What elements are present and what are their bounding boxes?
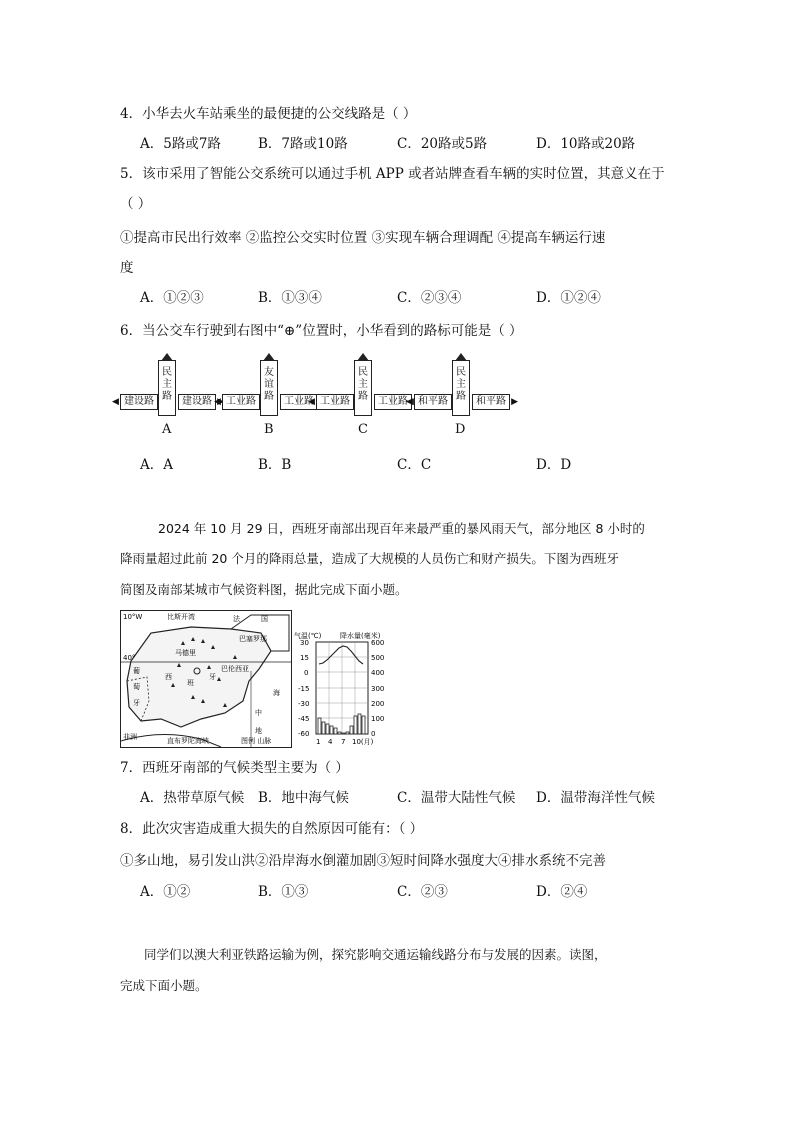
map-legend: 图例 山脉 — [241, 737, 272, 745]
road-sign-right-arm: 工业路 ▶ — [374, 394, 412, 410]
map-label-spain-3: 牙 — [209, 673, 216, 681]
map-label-africa: 非洲 — [123, 733, 137, 741]
road-sign-d — [410, 360, 520, 420]
climate-left-tick: 30 — [300, 639, 309, 647]
q5-stem-cont: （ ） — [120, 196, 152, 212]
q6-option-a: A．A — [140, 457, 173, 473]
climate-right-tick: 600 — [371, 639, 385, 647]
q7-stem: 7．西班牙南部的气候类型主要为（ ） — [120, 760, 349, 776]
road-sign-b-letter: B — [264, 422, 274, 437]
q6-option-d: D．D — [536, 457, 572, 473]
q7-option-a: A．热带草原气候 — [140, 790, 245, 806]
q5-option-b: B．①③④ — [258, 290, 322, 306]
climate-x-tick: 4 — [328, 738, 333, 746]
climate-right-tick: 100 — [371, 715, 385, 723]
road-sign-right-arm: 工业路 ▶ — [280, 394, 318, 410]
passage2-line1: 同学们以澳大利亚铁路运输为例，探究影响交通运输线路分布与发展的因素。读图， — [144, 947, 607, 962]
road-sign-post: 民主路 — [452, 360, 470, 416]
climate-left-tick: 0 — [304, 669, 309, 677]
map-label-portugal-3: 牙 — [133, 699, 140, 707]
q8-option-c: C．②③ — [397, 884, 448, 900]
climate-left-tick: -30 — [298, 700, 310, 708]
q5-option-c: C．②③④ — [397, 290, 462, 306]
road-sign-a — [116, 360, 226, 420]
climate-left-tick: -15 — [298, 685, 310, 693]
q7-option-d: D．温带海洋性气候 — [536, 790, 655, 806]
spain-map — [120, 610, 292, 748]
climate-left-tick: 15 — [300, 654, 309, 662]
q5-items: ①提高市民出行效率 ②监控公交实时位置 ③实现车辆合理调配 ④提高车辆运行速 — [120, 230, 606, 246]
map-label-gibraltar: 直布罗陀海峡 — [167, 737, 209, 745]
map-label-med-1: 地 — [255, 727, 262, 735]
passage1-line3: 简图及南部某城市气候资料图，据此完成下面小题。 — [120, 582, 408, 597]
climate-right-tick: 0 — [371, 730, 376, 738]
road-sign-c-letter: C — [358, 422, 368, 437]
map-label-france-1: 法 — [233, 615, 240, 623]
map-label-bay: 比斯开湾 — [167, 613, 195, 621]
q8-option-d: D．②④ — [536, 884, 588, 900]
road-sign-post: 民主路 — [354, 360, 372, 416]
climate-chart — [292, 630, 392, 750]
q7-option-c: C．温带大陆性气候 — [397, 790, 516, 806]
map-label-med-3: 海 — [273, 689, 280, 697]
q8-option-b: B．①③ — [258, 884, 309, 900]
q8-items: ①多山地，易引发山洪②沿岸海水倒灌加剧③短时间降水强度大④排水系统不完善 — [120, 853, 606, 869]
spain-map-drawing — [121, 611, 291, 747]
q4-option-a: A．5路或7路 — [140, 136, 221, 152]
q5-stem: 5．该市采用了智能公交系统可以通过手机 APP 或者站牌查看车辆的实时位置，其意义在于 — [120, 166, 665, 182]
map-label-madrid: 马德里 — [175, 649, 196, 657]
road-sign-c — [312, 360, 422, 420]
climate-x-tick: 7 — [341, 738, 346, 746]
climate-right-tick: 200 — [371, 700, 385, 708]
map-label-portugal-1: 葡 — [133, 667, 140, 675]
climate-x-tick: 10(月) — [352, 738, 374, 746]
road-sign-left-arm: ◀ 工业路 — [222, 394, 260, 410]
map-lon-label: 10°W — [123, 613, 143, 621]
climate-right-tick: 500 — [371, 654, 385, 662]
climate-right-tick: 300 — [371, 685, 385, 693]
q6-option-b: B．B — [258, 457, 292, 473]
q5-option-a: A．①②③ — [140, 290, 204, 306]
q8-stem: 8．此次灾害造成重大损失的自然原因可能有：（ ） — [120, 821, 424, 837]
map-lat-label: 40° — [123, 654, 136, 662]
climate-right-axis-title: 降水量(毫米) — [340, 632, 381, 640]
map-label-portugal-2: 萄 — [133, 683, 140, 691]
road-sign-post: 民主路 — [158, 360, 176, 416]
q6-stem: 6．当公交车行驶到右图中“⊕”位置时，小华看到的路标可能是（ ） — [120, 323, 523, 339]
road-sign-post: 友谊路 — [260, 360, 278, 416]
map-label-spain-1: 西 — [165, 673, 172, 681]
road-sign-left-arm: ◀ 工业路 — [316, 394, 354, 410]
map-label-barcelona: 巴塞罗那 — [239, 635, 267, 643]
q6-option-c: C．C — [397, 457, 432, 473]
climate-left-axis-title: 气温(℃) — [294, 632, 322, 640]
road-sign-right-arm: 建设路 ▶ — [178, 394, 216, 410]
map-label-france-2: 国 — [261, 615, 268, 623]
q4-option-c: C．20路或5路 — [397, 136, 488, 152]
q4-option-d: D．10路或20路 — [536, 136, 636, 152]
passage2-line2: 完成下面小题。 — [120, 978, 208, 993]
map-label-spain-2: 班 — [187, 679, 194, 687]
q5-items-cont: 度 — [120, 260, 134, 276]
climate-left-tick: -45 — [298, 715, 310, 723]
climate-x-tick: 1 — [316, 738, 321, 746]
road-sign-d-letter: D — [455, 422, 466, 437]
road-sign-left-arm: ◀ 建设路 — [120, 394, 158, 410]
climate-chart-drawing — [292, 630, 392, 750]
climate-right-tick: 400 — [371, 669, 385, 677]
passage1-line1: 2024 年 10 月 29 日，西班牙南部出现百年来最严重的暴风雨天气，部分地区 8 小时的 — [158, 521, 645, 536]
q8-option-a: A．①② — [140, 884, 191, 900]
map-label-valencia: 巴伦西亚 — [221, 665, 249, 673]
map-label-med-2: 中 — [255, 709, 262, 717]
q4-stem: 4．小华去火车站乘坐的最便捷的公交线路是（ ） — [120, 106, 417, 122]
passage1-line2: 降雨量超过此前 20 个月的降雨总量，造成了大规模的人员伤亡和财产损失。下图为西班牙 — [120, 551, 619, 566]
road-sign-right-arm: 和平路 ▶ — [472, 394, 510, 410]
road-sign-a-letter: A — [162, 422, 172, 437]
climate-left-tick: -60 — [298, 730, 310, 738]
q7-option-b: B．地中海气候 — [258, 790, 349, 806]
q5-option-d: D．①②④ — [536, 290, 601, 306]
q4-option-b: B．7路或10路 — [258, 136, 348, 152]
road-sign-left-arm: ◀ 和平路 — [414, 394, 452, 410]
